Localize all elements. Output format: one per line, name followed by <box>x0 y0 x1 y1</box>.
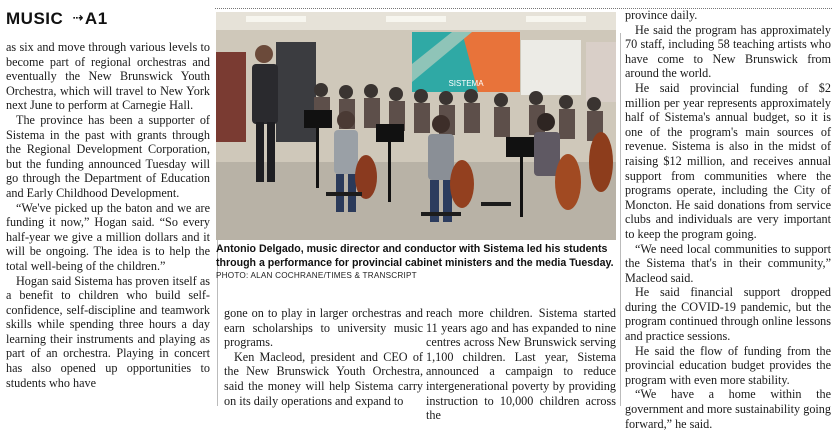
article-column-2 <box>224 306 423 408</box>
article-column-4 <box>625 8 831 431</box>
paragraph: Ken Macleod, president and CEO of the New Brunswick Youth Orchestra, said the money will help Sistema carry on its daily operations and expand to <box>224 349 423 408</box>
paragraph: The province has been a supporter of Sistema in the past with grants through the Regional Development Corporation, but the funding announced Tuesday will go through the Department of Education and Early Childhood Development. <box>6 112 210 200</box>
paragraph: “We have a home within the government and more sustainability going forward,” he said. <box>625 387 831 431</box>
section-name: MUSIC <box>6 9 64 28</box>
paragraph: He said the program has approximately 70 staff, including 58 teaching artists who have come to New Brunswick from around the world. <box>625 22 831 81</box>
article-column-3 <box>426 306 616 423</box>
paragraph: gone on to play in larger orchestras and earn scholarships to university music programs. <box>224 306 423 350</box>
photo-caption: Antonio Delgado, music director and conductor with Sistema led his students through a performance for provincial cabinet ministers and the media Tuesday. <box>216 243 614 269</box>
orchestra-photo-illustration <box>216 12 616 240</box>
paragraph: He said the flow of funding from the provincial education budget provides the program with even more stability. <box>625 343 831 387</box>
article-column-1 <box>6 40 210 390</box>
arrow-icon: ⇢ <box>72 10 84 25</box>
section-header <box>6 9 108 29</box>
paragraph: He said provincial funding of $2 million per year represents approximately half of Sistema's annual budget, so it is one of the program's main sources of revenue. Sistema is also in the midst of raising $12 million, and receives annual support from communities where the programs operate, including the City of Moncton. He said donations from service clubs and individuals are very important to keep the program going. <box>625 80 831 241</box>
orchestra-photo <box>216 12 616 240</box>
photo-credit: PHOTO: ALAN COCHRANE/TIMES & TRANSCRIPT <box>216 271 417 280</box>
page-reference: A1 <box>84 9 108 28</box>
paragraph: Hogan said Sistema has proven itself as a benefit to children who build self-confidence, self-discipline and teamwork skills while spending three hours a day learning their instruments and playing as part of an orchestra. Playing in concert has also opened up opportunities to students who have <box>6 273 210 390</box>
paragraph: He said financial support dropped during the COVID-19 pandemic, but the program continued through online lessons and practice sessions. <box>625 285 831 344</box>
paragraph: “We need local communities to support the Sistema that's in their community,” Macleod said. <box>625 241 831 285</box>
paragraph: as six and move through various levels to become part of regional orchestras and eventually the New Brunswick Youth Orchestra, which will travel to New York next June to perform at Carnegie Hall. <box>6 40 210 113</box>
column-divider <box>620 33 621 406</box>
paragraph: reach more children. Sistema started 11 years ago and has expanded to nine centres across New Brunswick serving 1,100 children. Last year, Sistema announced a campaign to reduce intergenerational poverty by providing instruction to 10,000 children across the <box>426 306 616 423</box>
banner-text: SISTEMA <box>448 79 484 88</box>
sistema-banner <box>412 32 520 92</box>
paragraph: province daily. <box>625 8 698 22</box>
paragraph: “We've picked up the baton and we are funding it now,” Hogan said. “So every half-year we give a million dollars and it will be ongoing. The idea is to help the total well-being of the children.” <box>6 200 210 273</box>
